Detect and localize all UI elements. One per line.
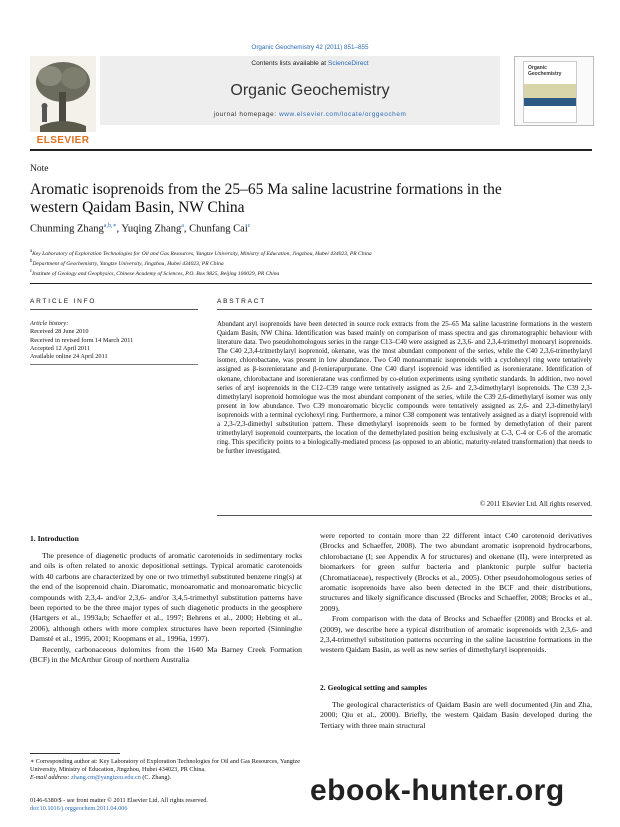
history-item: Received in revised form 14 March 2011 [30,336,134,344]
journal-cover-thumbnail[interactable] [514,56,594,126]
paragraph: From comparison with the data of Brocks and Schaeffer (2008) and Brocks et al. (2009), we describe here a typical distribution of aromatic isoprenoids with 2,3,6- and 2,3,4-trimethyl substitution patterns occurring in the saline lacustrine formations in the western Qaidam Basin, as well as new series of dimethylaryl isoprenoids. [320,614,592,655]
affiliation-mark: b [30,258,33,264]
affiliation-item [30,248,590,258]
abstract-heading: ABSTRACT [217,298,267,305]
journal-reference[interactable]: Organic Geochemistry 42 (2011) 851–855 [251,44,369,51]
author-separator: , [116,223,122,235]
elsevier-wordmark [30,133,96,148]
section-heading-geological-setting: 2. Geological setting and samples [320,683,427,692]
affiliation-item [30,258,590,268]
affiliation-mark: a [30,249,33,254]
journal-name: Organic Geochemistry [230,82,390,99]
history-item: Received 28 June 2010 [30,328,89,336]
article-history [30,320,198,361]
abstract-bottom-rule [217,515,592,516]
cover-page [523,61,577,123]
cover-title: Organic Geochemistry [528,65,562,77]
affiliation-text: Key Laboratory of Exploration Technologies for Oil and Gas Resources, Yangtze University, Ministry of Education, Jingzhou, Hubei 434023, PR China [32,250,372,257]
paragraph: The presence of diagenetic products of aromatic carotenoids in sedimentary rocks and oils is often related to anoxic depositional settings. Typical aromatic carotenoids with 40 carbons are characterized by one or two trimethyl substituted benzene ring(s) at the end of the isoprenoid chain. Diaromatic, monoaromatic and monoaromatic bicyclic compounds with 2,3,4- and/or 2,3,6- and/or 3,4,5-trimethyl substitution patterns have been reported to be the three major types of such diagenetic products in the geosphere (Hartgers et al., 1993a,b; Schaeffer et al., 1997; Behrens et al., 2000; Hebting et al., 2006), although others with more complex structures have been reported (Sinninghe Damsté et al., 1995, 2001; Koopmans et al., 1996a, 1997). [30,551,302,644]
footnote [30,758,302,782]
author-separator: , [183,223,190,235]
paragraph: The geological characteristics of Qaidam Basin are well documented (Jin and Zha, 2000; Qiu et al., 2000). Briefly, the western Qaidam Basin developed during the Tertiary with three main structural [320,700,592,730]
affiliation-item [30,268,590,278]
cover-band [524,84,576,98]
elsevier-wordmark-icon [30,133,96,145]
sciencedirect-link[interactable]: ScienceDirect [327,60,369,67]
author-marks[interactable]: a [181,223,184,229]
author-name: Chunming Zhang [30,223,104,235]
doi-link[interactable]: doi:10.1016/j.orggeochem.2011.04.006 [30,805,128,812]
history-label: Article history: [30,320,69,327]
history-rule [30,364,198,365]
watermark: ebook-hunter.org [310,774,565,807]
affiliation-text: Department of Geochemistry, Yangtze University, Jingzhou, Hubei 434023, PR China [32,260,224,267]
author-name: Chunfang Cai [189,223,248,235]
author-marks[interactable]: a,b,∗ [103,223,117,229]
paragraph: Recently, carbonaceous dolomites from the 1640 Ma Barney Creek Formation (BCF) in the McArthur Group of northern Australia [30,644,302,665]
issn-block [30,797,208,813]
paragraph: were reported to contain more than 22 different intact C40 carotenoid derivatives (Brocks and Schaeffer, 2008). The two abundant aromatic isoprenoid hydrocarbons, chlorobactane (I; see Appendix A for structures) and okenane (II), were interpreted as biomarkers for green sulfur bacteria and planktonic purple sulfur bacteria (Chromatiaceae), respectively (Brocks et al., 2005). Other pseudohomologous series of aromatic isoprenoids have also been detected in the BCF and their distributions, structures and likely significance discussed (Brocks and Schaeffer, 2008; Brocks et al., 2009). [320,531,592,613]
history-item: Available online 24 April 2011 [30,353,108,361]
email-suffix: (C. Zhang). [140,774,172,781]
section-heading-introduction: 1. Introduction [30,534,79,543]
right-column-text [320,531,592,656]
email-link[interactable]: zhang.cm@yangtzeu.edu.cn [71,774,141,781]
homepage-prefix: journal homepage: [213,111,280,118]
copyright: © 2011 Elsevier Ltd. All rights reserved. [479,501,592,508]
elsevier-tree-logo-icon [30,56,96,144]
contents-prefix: Contents lists available at [251,60,328,67]
footnote-rule [30,753,120,754]
abstract-text: Abundant aryl isoprenoids have been detected in source rock extracts from the 25–65 Ma saline lacustrine formations in the western Qaidam Basin, NW China. Identification was based mainly on comparison of mass spectra and gas chromatographic behaviour with literature data. Two pseudohomologous series in the range C13–C40 were assigned as 2,3,6- and 2,3,4-trimethyl monoaryl isoprenoids. The C40 2,3,4-trimethylaryl isoprenoid, okenane, was the most abundant component of the series, while the C40 2,3,6-trimethylaryl isomer, chlorobactane, was present in low abundance. Two C40 monoaromatic isoprenoids with a cyclohexyl ring were tentatively assigned as β-isorenieratane and β-renierapurpurane. One C40 diaryl isoprenoid was identified as isorenieratane. Identification of okenane, chlorobactane and isorenieratane was confirmed by co-elution experiments using synthetic standards. In addition, two novel series of aryl isoprenoids in the C12–C39 range were tentatively assigned as 2,6- and 2,3-dimethylaryl isoprenoids. The C39 2,3-dimethylaryl isoprenoid homologue was the most abundant component of the series, while the C39 2,6-dimethylaryl isomer was only present in low abundance. Two C39 monoaromatic bicyclic compounds were tentatively assigned as 2,6- and 2,3-dimethylaryl isoprenoids with a terminal cyclohexyl ring. Furthermore, a minor C38 component was tentatively assigned as a diaryl isoprenoid with a 2,3-/2,3-dimethyl substitution pattern. These dimethylaryl isoprenoids seem to be formed by demethylation of their parent trimethylaryl isoprenoid counterparts, the location of the demethylated position being exclusively at C-3, C-4 or C-6 of the aromatic ring. This specificity points to a biologically-mediated process (as opposed to an abiotic, maturity-related transformation) that needs to be further investigated. [217,321,592,456]
history-item: Accepted 12 April 2011 [30,344,91,352]
author-marks[interactable]: c [247,223,251,229]
article-info-heading: ARTICLE INFO [30,298,97,305]
cover-band-dark [524,98,576,106]
email-label: E-mail address: [30,774,72,781]
right-column-text-2 [320,700,592,731]
corresponding-author-note: ∗ Corresponding author at: Key Laboratory of Exploration Technologies for Oil and Gas Resources, Yangtze University, Ministry of Education, Jingzhou, Hubei 434023, PR China. [30,758,300,773]
issn-line: 0146-6380/$ - see front matter © 2011 Elsevier Ltd. All rights reserved. [30,797,208,804]
email-line [30,774,302,782]
affiliation-text: Institute of Geology and Geophysics, Chinese Academy of Sciences, P.O. Box 9825, Beijing 100029, PR China [32,270,280,277]
author-name: Yuqing Zhang [121,223,182,235]
affiliation-mark: c [30,268,33,274]
left-column-text [30,551,302,665]
article-title: Aromatic isoprenoids from the 25–65 Ma saline lacustrine formations in the western Qaidam Basin, NW China [30,181,502,216]
article-info-rule [30,309,198,310]
title-rule [30,283,592,284]
homepage-url[interactable]: www.elsevier.com/locate/orggeochem [279,111,407,118]
affiliations [30,248,590,278]
author-list [30,222,250,235]
elsevier-wordmark-text: ELSEVIER [36,135,90,145]
abstract-rule [217,309,592,310]
header-rule [30,149,592,151]
article-type: Note [30,164,49,174]
